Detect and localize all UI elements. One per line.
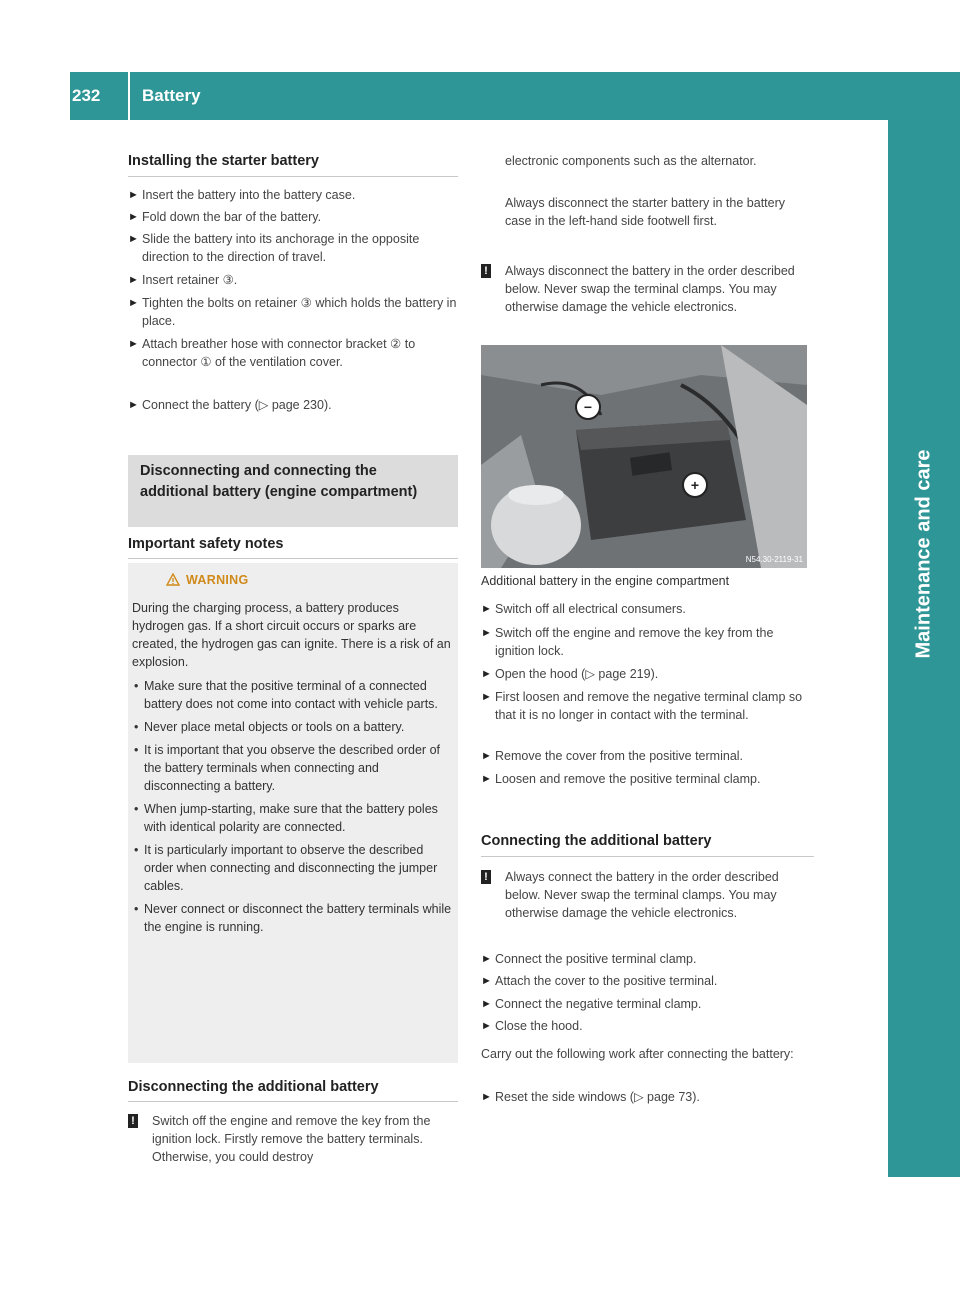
connect-step: ► Connect the negative terminal clamp. bbox=[481, 997, 702, 1011]
page-number: 232 bbox=[72, 86, 101, 105]
notice-block: ! Always connect the battery in the order described below. Never swap the terminal clamps. You may otherwise damage the vehicle electronics. bbox=[481, 868, 814, 922]
chapter-label: Maintenance and care bbox=[912, 449, 935, 659]
step-arrow-icon: ► bbox=[128, 233, 139, 245]
installing-step[interactable]: ► Connect the battery (▷ page 230). bbox=[128, 398, 332, 412]
plus-terminal-icon: + bbox=[690, 477, 700, 493]
installing-step: ► Slide the battery into its anchorage in the opposite direction to the direction of travel. bbox=[128, 232, 420, 264]
battery-illustration bbox=[481, 345, 807, 568]
figure-reference: N54.30-2119-31 bbox=[745, 555, 803, 564]
disconnect-step: ► Loosen and remove the positive terminal clamp. bbox=[481, 772, 761, 786]
figure-caption: Additional battery in the engine compartment bbox=[481, 574, 730, 588]
step-arrow-icon: ► bbox=[481, 603, 492, 615]
heading-rule bbox=[128, 558, 458, 559]
connect-step: ► Connect the positive terminal clamp. bbox=[481, 952, 697, 966]
step-arrow-icon: ► bbox=[128, 338, 139, 350]
safety-heading: Important safety notes bbox=[128, 536, 284, 552]
notice-icon: ! bbox=[481, 264, 491, 278]
chapter-side-tab[interactable] bbox=[888, 72, 960, 1177]
notice-block: ! Always disconnect the battery in the order described below. Never swap the terminal clamps. You may otherwise damage the vehicle electronics. bbox=[481, 262, 814, 316]
step-arrow-icon: ► bbox=[128, 211, 139, 223]
step-arrow-icon: ► bbox=[128, 274, 139, 286]
step-arrow-icon: ► bbox=[481, 750, 492, 762]
header-divider bbox=[128, 72, 130, 120]
warning-box bbox=[128, 563, 458, 1063]
step-arrow-icon: ► bbox=[481, 668, 492, 680]
paragraph-always: Always disconnect the starter battery in the battery case in the left-hand side footwell first. bbox=[505, 196, 785, 228]
notice-block: ! Switch off the engine and remove the key from the ignition lock. Firstly remove the battery terminals. Otherwise, you could destroy bbox=[128, 1112, 458, 1166]
step-arrow-icon: ► bbox=[481, 773, 492, 785]
warning-bullet: • It is important that you observe the described order of the battery terminals when connecting and disconnecting a battery. bbox=[134, 743, 440, 793]
step-arrow-icon: ► bbox=[128, 189, 139, 201]
disconnect-step: ► First loosen and remove the negative terminal clamp so that it is no longer in contact with the terminal. bbox=[481, 690, 803, 722]
after-step[interactable]: ► Reset the side windows (▷ page 73). bbox=[481, 1090, 700, 1104]
warning-label: WARNING bbox=[186, 573, 249, 587]
notice-icon: ! bbox=[128, 1114, 138, 1128]
installing-step: ► Insert the battery into the battery case. bbox=[128, 188, 356, 202]
step-arrow-icon: ► bbox=[481, 1091, 492, 1103]
step-arrow-icon: ► bbox=[128, 297, 139, 309]
connect-step: ► Close the hood. bbox=[481, 1019, 583, 1033]
warning-bullet: • Never connect or disconnect the battery terminals while the engine is running. bbox=[134, 902, 452, 934]
installing-heading: Installing the starter battery bbox=[128, 153, 319, 169]
step-arrow-icon: ► bbox=[481, 975, 492, 987]
disconnect-step: ► Switch off all electrical consumers. bbox=[481, 602, 686, 616]
warning-triangle-icon bbox=[166, 573, 180, 586]
warning-body bbox=[132, 599, 454, 941]
engine-compartment-photo bbox=[481, 345, 807, 568]
warning-bullet: • Never place metal objects or tools on a battery. bbox=[134, 720, 405, 734]
section-title: Disconnecting and connecting the additional battery (engine compartment) bbox=[140, 463, 418, 500]
installing-step: ► Attach breather hose with connector bracket ② to connector ① of the ventilation cover. bbox=[128, 337, 416, 369]
disconnecting-heading: Disconnecting the additional battery bbox=[128, 1079, 379, 1095]
connecting-heading: Connecting the additional battery bbox=[481, 833, 712, 849]
disconnect-step: ► Remove the cover from the positive terminal. bbox=[481, 749, 744, 763]
after-connecting-text: Carry out the following work after connecting the battery: bbox=[481, 1047, 794, 1061]
page-header bbox=[70, 72, 888, 120]
installing-step: ► Fold down the bar of the battery. bbox=[128, 210, 322, 224]
installing-step: ► Tighten the bolts on retainer ③ which holds the battery in place. bbox=[128, 296, 457, 328]
installing-step: ► Insert retainer ③. bbox=[128, 273, 238, 287]
connect-step: ► Attach the cover to the positive terminal. bbox=[481, 974, 718, 988]
heading-rule bbox=[128, 1101, 458, 1102]
heading-rule bbox=[481, 856, 814, 857]
warning-bullet: • It is particularly important to observe the described order when connecting and disconnecting the jumper cables. bbox=[134, 843, 438, 893]
warning-bullet: • When jump-starting, make sure that the battery poles with identical polarity are connected. bbox=[134, 802, 438, 834]
step-arrow-icon: ► bbox=[481, 998, 492, 1010]
disconnect-step: ► Switch off the engine and remove the key from the ignition lock. bbox=[481, 626, 774, 658]
disconnect-step[interactable]: ► Open the hood (▷ page 219). bbox=[481, 667, 659, 681]
step-arrow-icon: ► bbox=[481, 691, 492, 703]
heading-rule bbox=[128, 176, 458, 177]
step-arrow-icon: ► bbox=[481, 1020, 492, 1032]
section-title-box bbox=[128, 455, 458, 527]
warning-intro: During the charging process, a battery produces hydrogen gas. If a short circuit occurs or sparks are created, the hydrogen gas can ignite. There is a risk of an explosion. bbox=[132, 601, 451, 669]
minus-terminal-icon: − bbox=[583, 399, 593, 415]
warning-bullet: • Make sure that the positive terminal of a connected battery does not come into contact with vehicle parts. bbox=[134, 679, 438, 711]
notice-continuation: electronic components such as the alternator. bbox=[505, 154, 757, 168]
page-title: Battery bbox=[142, 86, 201, 105]
notice-icon: ! bbox=[481, 870, 491, 884]
step-arrow-icon: ► bbox=[481, 627, 492, 639]
step-arrow-icon: ► bbox=[481, 953, 492, 965]
step-arrow-icon: ► bbox=[128, 399, 139, 411]
